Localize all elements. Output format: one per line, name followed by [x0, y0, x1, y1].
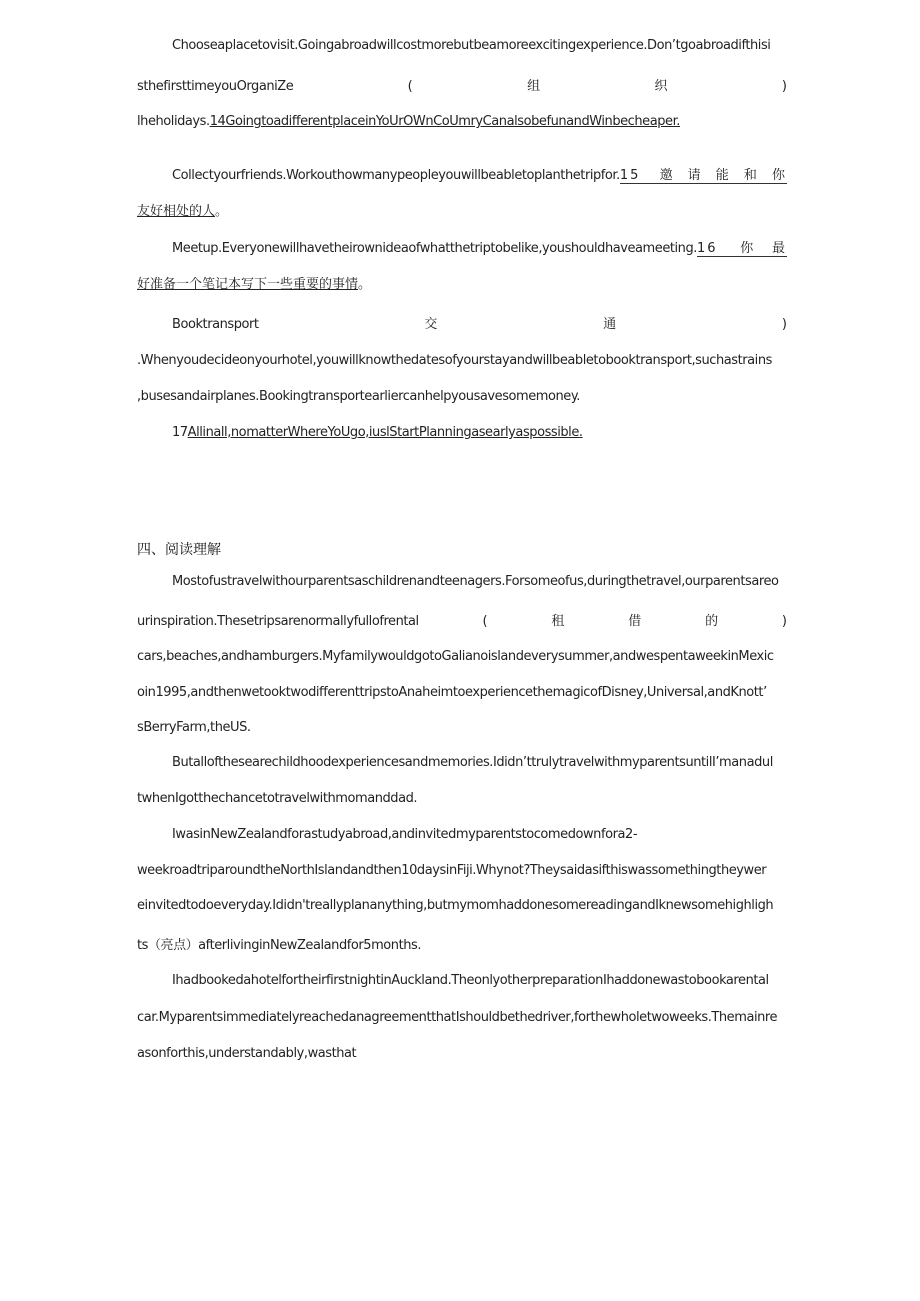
- p3-line-2-end: 。: [358, 277, 372, 292]
- r1-line-3: cars,beaches,andhamburgers.MyfamilywouldgotoGalianoislandeverysummer,andwespentaweekinMexic: [137, 649, 774, 664]
- answer-16-part-2: 好准备一个笔记本写下一些重要的事情: [137, 277, 359, 292]
- p3-line-1-text: Meetup.Everyonewillhavetheirownideaofwhatthetriptobelike,youshouldhaveameeting.: [172, 241, 697, 256]
- r3-line-1: IwasinNewZealandforastudyabroad,andinvitedmyparentstocomedownfora2-: [172, 827, 638, 842]
- p1-line-1: Chooseaplacetovisit.Goingabroadwillcostmorebutbeamoreexcitingexperience.Don’tgoabroadifthisi: [172, 38, 771, 53]
- gloss-zu: 租: [551, 614, 565, 629]
- r4-line-2: car.MyparentsimmediatelyreachedanagreementthatIshouldbethedriver,forthewholetwoweeks.Themainre: [137, 1010, 778, 1025]
- gloss-paren-close: ): [781, 614, 787, 629]
- p4-line-1: [172, 313, 787, 332]
- r1-line-5: sBerryFarm,theUS.: [137, 720, 251, 735]
- r1-line-2-text: urinspiration.Thesetripsarenormallyfullofrental: [137, 614, 419, 629]
- r4-line-3: asonforthis,understandably,wasthat: [137, 1046, 357, 1061]
- p2-line-1-text: Collectyourfriends.Workouthowmanypeopleyouwillbeabletoplanthetripfor.: [172, 168, 620, 183]
- p3-line-2: [137, 273, 787, 292]
- answer-15-part-2: 友好相处的人: [137, 204, 216, 219]
- section-heading-reading: 四、阅读理解: [137, 542, 221, 558]
- answer-14: 14GoingtoadifferentplaceinYoUrOWnCoUmryCanalsobefunandWinbecheaper.: [209, 114, 680, 129]
- gloss-paren-open: (: [482, 614, 488, 629]
- r1-line-1: Mostofustravelwithourparentsaschildrenandteenagers.Forsomeofus,duringthetravel,ourparentsareo: [172, 574, 779, 589]
- p2-line-1: [172, 164, 787, 184]
- p1-line-2: [137, 75, 787, 94]
- r1-line-2: [137, 610, 787, 629]
- answer-17: Allinall,nomatterWhereYoUgo,iuslStartPlanningasearlyaspossible.: [187, 425, 583, 440]
- answer-15-part-1: 15 邀请能和你: [620, 164, 787, 184]
- gloss-jie: 借: [628, 614, 642, 629]
- gloss-paren-close: ): [781, 79, 787, 94]
- gloss-tong: 通: [603, 317, 617, 332]
- answer-16-part-1: 16 你最: [697, 237, 787, 257]
- gloss-char-2: 织: [654, 79, 668, 94]
- question-17-number: 17: [172, 425, 188, 440]
- p4-line-3: ,busesandairplanes.Bookingtransportearliercanhelpyousavesomemoney.: [137, 389, 580, 404]
- p3-line-1: [172, 237, 787, 257]
- p5-line-1: [172, 425, 787, 440]
- p1-line-3-text: lheholidays.: [137, 114, 210, 129]
- p1-line-3: [137, 114, 787, 129]
- gloss-jiao: 交: [424, 317, 438, 332]
- gloss-paren-close: ): [781, 317, 787, 332]
- r4-line-1: IhadbookedahotelfortheirfirstnightinAuckland.TheonlyotherpreparationIhaddonewastobookarental: [172, 973, 769, 988]
- gloss-char-1: 组: [527, 79, 541, 94]
- p1-line-2-text: sthefirsttimeyouOrganiZe: [137, 79, 294, 94]
- p4-line-1-text: Booktransport: [172, 317, 259, 332]
- p2-line-2: [137, 200, 787, 219]
- r1-line-4: oin1995,andthenwetooktwodifferenttripstoAnaheimtoexperiencethemagicofDisney,Universal,andKnott’: [137, 685, 767, 700]
- r3-line-4: ts（亮点）afterlivinginNewZealandfor5months.: [137, 938, 422, 953]
- r3-line-3: einvitedtodoeveryday.Ididn'treallyplananything,butmymomhaddonesomereadingandIknewsomehighligh: [137, 898, 774, 913]
- r2-line-1: Butallofthesearechildhoodexperiencesandmemories.Ididn’ttrulytravelwithmyparentsuntilI’manadul: [172, 755, 773, 770]
- gloss-paren-open: (: [407, 79, 413, 94]
- p4-line-2: .Whenyoudecideonyourhotel,youwillknowthedatesofyourstayandwillbeabletobooktransport,suchastrains: [137, 353, 772, 368]
- p2-line-2-end: 。: [215, 204, 229, 219]
- gloss-de: 的: [705, 614, 719, 629]
- r3-line-2: weekroadtriparoundtheNorthIslandandthen10daysinFiji.Whynot?Theysaidasifthiswassomethingtheywer: [137, 863, 767, 878]
- r2-line-2: twhenIgotthechancetotravelwithmomanddad.: [137, 791, 418, 806]
